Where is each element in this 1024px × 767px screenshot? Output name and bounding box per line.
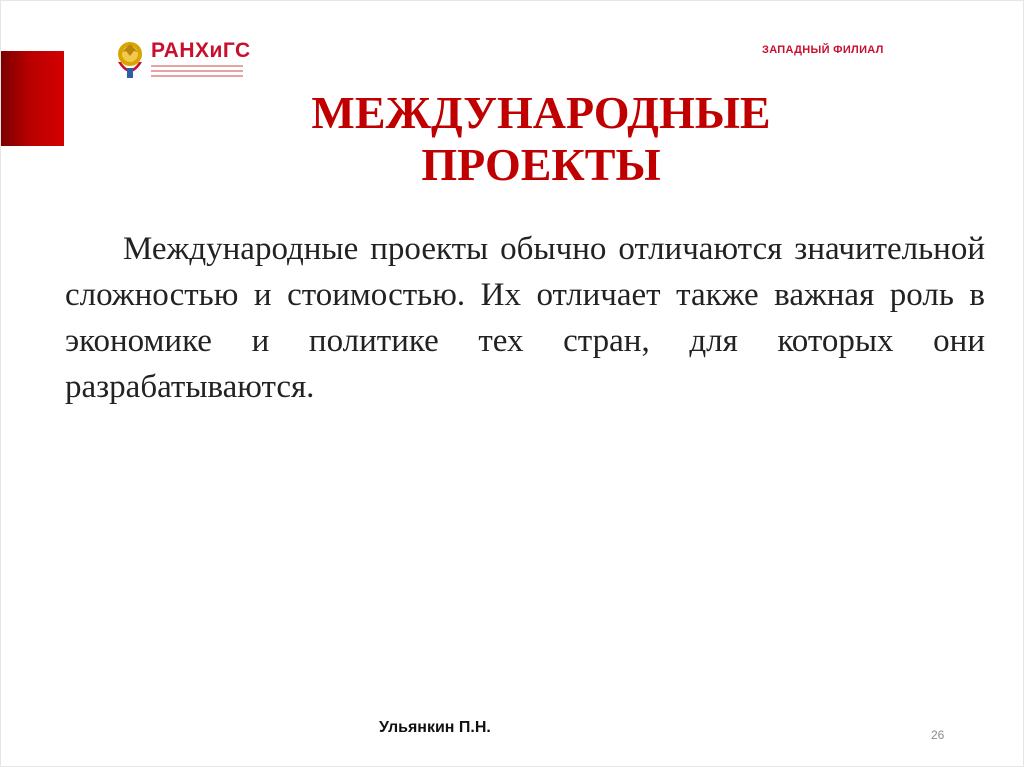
slide-title: МЕЖДУНАРОДНЫЕ ПРОЕКТЫ xyxy=(311,87,771,190)
logo xyxy=(113,37,251,83)
red-accent-bar xyxy=(1,51,64,146)
logo-subtitle-lines xyxy=(151,65,251,80)
emblem-icon xyxy=(113,38,147,82)
logo-name: РАНХиГС xyxy=(151,39,251,62)
slide-body-text: Международные проекты обычно отличаются значительной сложностью и стоимостью. Их отличает также важная роль в экономике и политике тех стран, для которых они разрабатываются. xyxy=(65,231,985,405)
page-number: 26 xyxy=(931,728,945,742)
author-name: Ульянкин П.Н. xyxy=(379,719,491,736)
branch-label: ЗАПАДНЫЙ ФИЛИАЛ xyxy=(762,44,884,56)
